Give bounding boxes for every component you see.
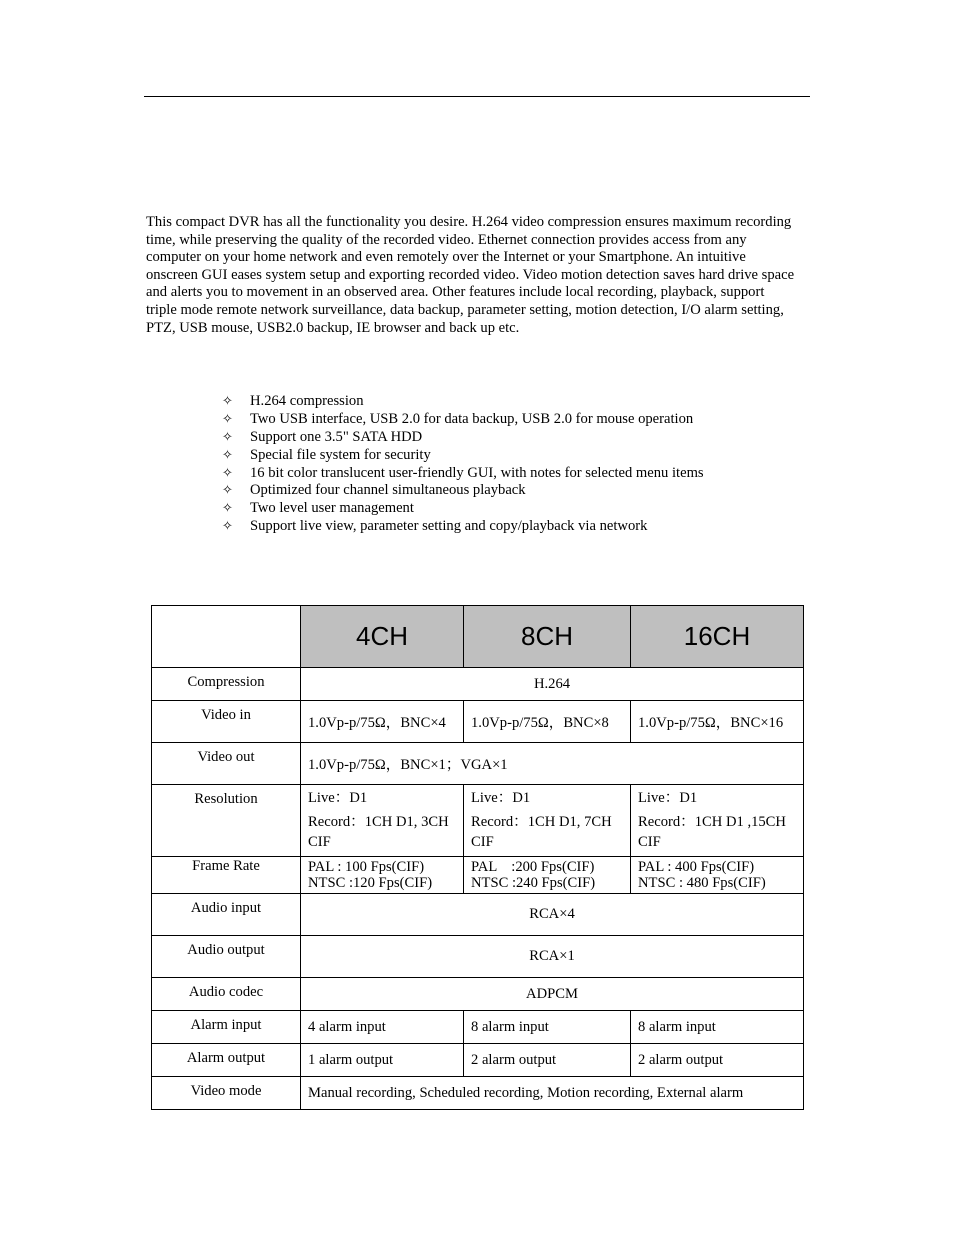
bullet-icon: ✧ bbox=[222, 394, 233, 409]
table-header-row bbox=[152, 606, 804, 668]
bullet-icon: ✧ bbox=[222, 519, 233, 535]
table-row bbox=[152, 1011, 804, 1044]
frame-rate-16ch: PAL : 400 Fps(CIF) NTSC : 480 Fps(CIF) bbox=[631, 857, 804, 894]
row-label: Alarm output bbox=[152, 1044, 301, 1077]
audio-input-value: RCA×4 bbox=[301, 894, 804, 936]
video-in-16ch: 1.0Vp-p/75Ω，BNC×16 bbox=[631, 701, 804, 743]
alarm-input-8ch: 8 alarm input bbox=[464, 1011, 631, 1044]
row-label: Audio codec bbox=[152, 978, 301, 1011]
resolution-4ch: Live：D1 Record：1CH D1, 3CH CIF bbox=[301, 785, 464, 857]
bullet-icon: ✧ bbox=[222, 447, 233, 463]
header-4ch: 4CH bbox=[301, 606, 464, 668]
table-row bbox=[152, 857, 804, 894]
table-row bbox=[152, 668, 804, 701]
bullet-icon: ✧ bbox=[222, 429, 233, 445]
bullet-icon: ✧ bbox=[222, 411, 233, 427]
feature-item: ✧ Special file system for security bbox=[222, 446, 431, 463]
table-row bbox=[152, 1077, 804, 1110]
spec-table bbox=[151, 605, 804, 1110]
row-label: Alarm input bbox=[152, 1011, 301, 1044]
row-label: Resolution bbox=[152, 785, 301, 857]
video-mode-value: Manual recording, Scheduled recording, Motion recording, External alarm bbox=[301, 1077, 804, 1110]
alarm-output-4ch: 1 alarm output bbox=[301, 1044, 464, 1077]
table-row bbox=[152, 743, 804, 785]
compression-value: H.264 bbox=[301, 668, 804, 701]
resolution-8ch: Live：D1 Record：1CH D1, 7CH CIF bbox=[464, 785, 631, 857]
frame-rate-8ch: PAL :200 Fps(CIF) NTSC :240 Fps(CIF) bbox=[464, 857, 631, 894]
audio-codec-value: ADPCM bbox=[301, 978, 804, 1011]
row-label: Audio output bbox=[152, 936, 301, 978]
audio-output-value: RCA×1 bbox=[301, 936, 804, 978]
table-row bbox=[152, 894, 804, 936]
resolution-16ch: Live：D1 Record：1CH D1 ,15CH CIF bbox=[631, 785, 804, 857]
video-in-8ch: 1.0Vp-p/75Ω，BNC×8 bbox=[464, 701, 631, 743]
feature-item: ✧ Support live view, parameter setting and copy/playback via network bbox=[222, 518, 648, 535]
feature-item: ✧ 16 bit color translucent user-friendly GUI, with notes for selected menu items bbox=[222, 464, 704, 481]
video-out-value: 1.0Vp-p/75Ω，BNC×1；VGA×1 bbox=[301, 743, 804, 785]
frame-rate-4ch: PAL : 100 Fps(CIF) NTSC :120 Fps(CIF) bbox=[301, 857, 464, 894]
intro-paragraph: This compact DVR has all the functionality you desire. H.264 video compression ensures maximum recording time, while preserving the quality of the recorded video. Ethernet connection provides access from any computer on your home network and even remotely over the Internet or your Smartphone. An intuitive onscreen GUI eases system setup and exporting recorded video. Video motion detection saves hard drive space and alerts you to movement in an observed area. Other features include local recording, playback, support triple mode remote network surveillance, data backup, parameter setting, motion detection, I/O alarm setting, PTZ, USB mouse, USB2.0 backup, IE browser and back up etc. bbox=[146, 214, 795, 336]
table-row bbox=[152, 1044, 804, 1077]
bullet-icon: ✧ bbox=[222, 483, 233, 499]
alarm-output-16ch: 2 alarm output bbox=[631, 1044, 804, 1077]
header-16ch: 16CH bbox=[631, 606, 804, 668]
alarm-input-4ch: 4 alarm input bbox=[301, 1011, 464, 1044]
row-label: Compression bbox=[152, 668, 301, 701]
table-row bbox=[152, 936, 804, 978]
table-row bbox=[152, 785, 804, 857]
row-label: Video out bbox=[152, 743, 301, 785]
header-rule bbox=[144, 96, 810, 97]
alarm-input-16ch: 8 alarm input bbox=[631, 1011, 804, 1044]
header-empty-cell bbox=[152, 606, 301, 668]
table-row bbox=[152, 978, 804, 1011]
table-row bbox=[152, 701, 804, 743]
feature-item: ✧ H.264 compression bbox=[222, 393, 364, 409]
alarm-output-8ch: 2 alarm output bbox=[464, 1044, 631, 1077]
feature-item: ✧ Two level user management bbox=[222, 500, 414, 517]
row-label: Audio input bbox=[152, 894, 301, 936]
header-8ch: 8CH bbox=[464, 606, 631, 668]
bullet-icon: ✧ bbox=[222, 501, 233, 517]
video-in-4ch: 1.0Vp-p/75Ω，BNC×4 bbox=[301, 701, 464, 743]
feature-item: ✧ Two USB interface, USB 2.0 for data backup, USB 2.0 for mouse operation bbox=[222, 410, 694, 427]
feature-item: ✧ Optimized four channel simultaneous playback bbox=[222, 482, 526, 499]
row-label: Video in bbox=[152, 701, 301, 743]
row-label: Video mode bbox=[152, 1077, 301, 1110]
bullet-icon: ✧ bbox=[222, 465, 233, 481]
feature-item: ✧ Support one 3.5" SATA HDD bbox=[222, 428, 423, 445]
row-label: Frame Rate bbox=[152, 857, 301, 894]
feature-list bbox=[222, 393, 704, 536]
